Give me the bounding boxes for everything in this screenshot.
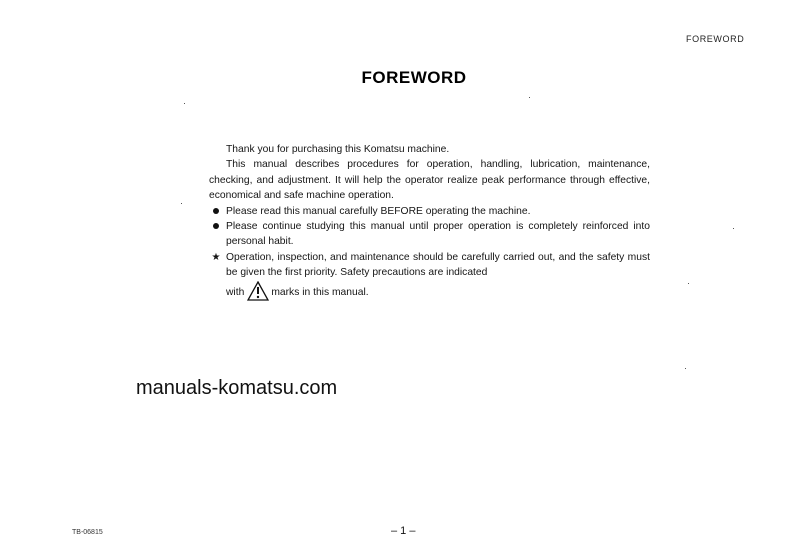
bullet-dot-icon: [210, 204, 222, 219]
warning-triangle-icon: [247, 281, 269, 306]
list-item: [209, 219, 650, 250]
scan-speck: [733, 228, 734, 229]
foreword-body: [209, 142, 650, 306]
description-paragraph: This manual describes procedures for operation, handling, lubrication, maintenance, checking, and adjustment. It will help the operator realize peak performance through effective, economical and safe machine operation.: [209, 159, 650, 202]
thanks-paragraph: Thank you for purchasing this Komatsu machine.: [226, 144, 450, 155]
star-icon: ★: [211, 251, 221, 263]
footer-doc-code: TB-06815: [72, 529, 103, 536]
safety-note-after-icon: marks in this manual.: [271, 286, 369, 298]
page-title: FOREWORD: [361, 68, 467, 87]
list-item: [209, 204, 650, 219]
scan-speck: [184, 103, 185, 104]
scan-speck: [688, 283, 689, 284]
list-item-text: Please continue studying this manual until proper operation is completely reinforced into personal habit.: [226, 221, 650, 248]
safety-note-with: with: [226, 286, 245, 298]
running-header: FOREWORD: [686, 34, 745, 44]
bullet-dot-icon: [210, 219, 222, 234]
scan-speck: [685, 368, 686, 369]
safety-note: [209, 250, 650, 306]
watermark: manuals-komatsu.com: [136, 377, 338, 399]
page-number: – 1 –: [391, 525, 416, 537]
scan-speck: [181, 203, 182, 204]
safety-note-text: Operation, inspection, and maintenance should be carefully carried out, and the safety must be given the first priority. Safety precautions are indicated: [226, 251, 650, 279]
list-item-text: Please read this manual carefully BEFORE operating the machine.: [226, 205, 531, 217]
scan-speck: [529, 97, 530, 98]
